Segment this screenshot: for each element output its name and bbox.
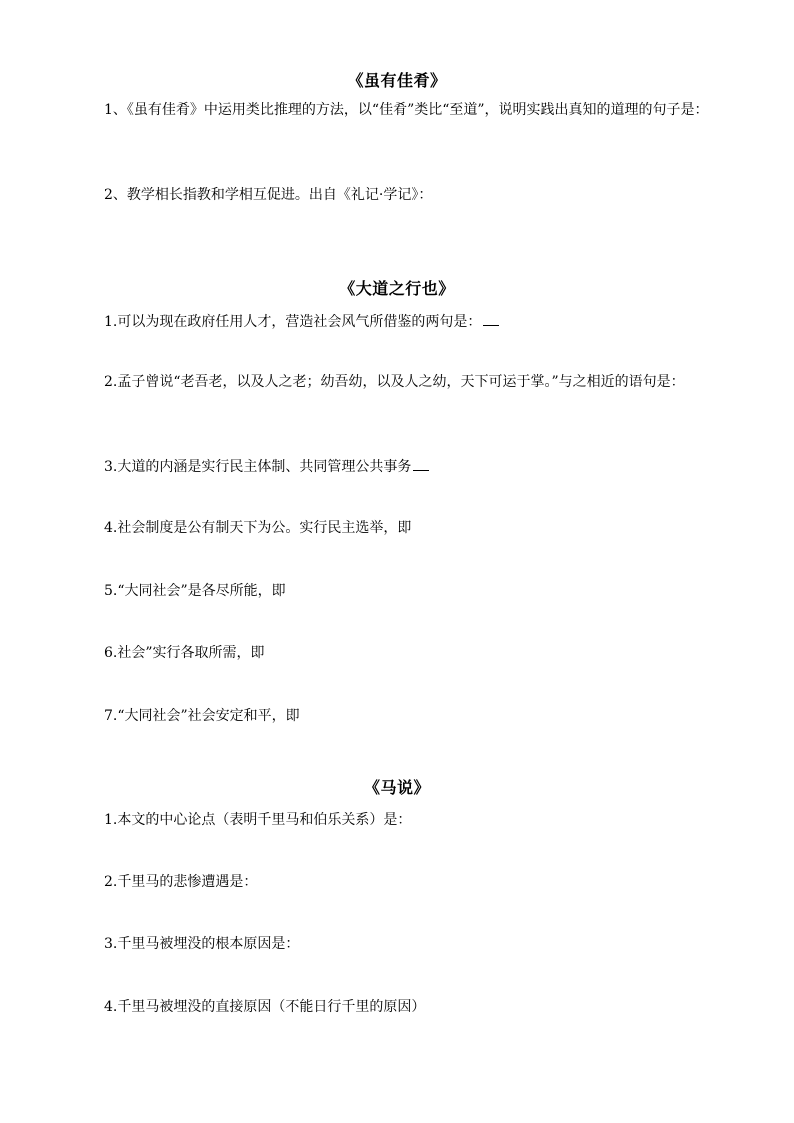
- question-label: 1.可以为现在政府任用人才，营造社会风气所借鉴的两句是：: [104, 314, 482, 330]
- question-text: 2.孟子曾说“老吾老，以及人之老；幼吾幼，以及人之幼，天下可运于掌。”与之相近的语句是：: [104, 374, 685, 390]
- question-text: 7.“大同社会”社会安定和平，即: [104, 708, 300, 724]
- section-title-dadaozhixingye: 《大道之行也》: [339, 279, 455, 298]
- question-label: 3.大道的内涵是实行民主体制、共同管理公共事务: [104, 459, 412, 475]
- question-text: 1.本文的中心论点（表明千里马和伯乐关系）是：: [104, 812, 412, 828]
- question-text: 4.千里马被埋没的直接原因（不能日行千里的原因）: [104, 999, 426, 1015]
- question-text: [80, 456, 728, 478]
- question-text: 1、《虽有佳肴》中运用类比推理的方法，以“佳肴”类比“至道”，说明实践出真知的道理的句子是：: [104, 102, 709, 118]
- section-title-mashuo: 《马说》: [363, 778, 430, 797]
- question-text: 2、教学相长指教和学相互促进。出自《礼记·学记》：: [104, 187, 433, 203]
- question-text: 2.千里马的悲惨遭遇是：: [104, 874, 258, 890]
- question-text: 5.“大同社会”是各尽所能，即: [104, 583, 286, 599]
- answer-blank[interactable]: [413, 456, 429, 471]
- question-text: 4.社会制度是公有制天下为公。实行民主选举，即: [104, 520, 412, 536]
- question-text: 3.千里马被埋没的根本原因是：: [104, 936, 300, 952]
- question-text: 6.社会”实行各取所需，即: [104, 645, 265, 661]
- section-title-suiyoujiayao: 《虽有佳肴》: [347, 71, 447, 90]
- answer-blank[interactable]: [483, 311, 499, 326]
- question-text: [80, 311, 728, 333]
